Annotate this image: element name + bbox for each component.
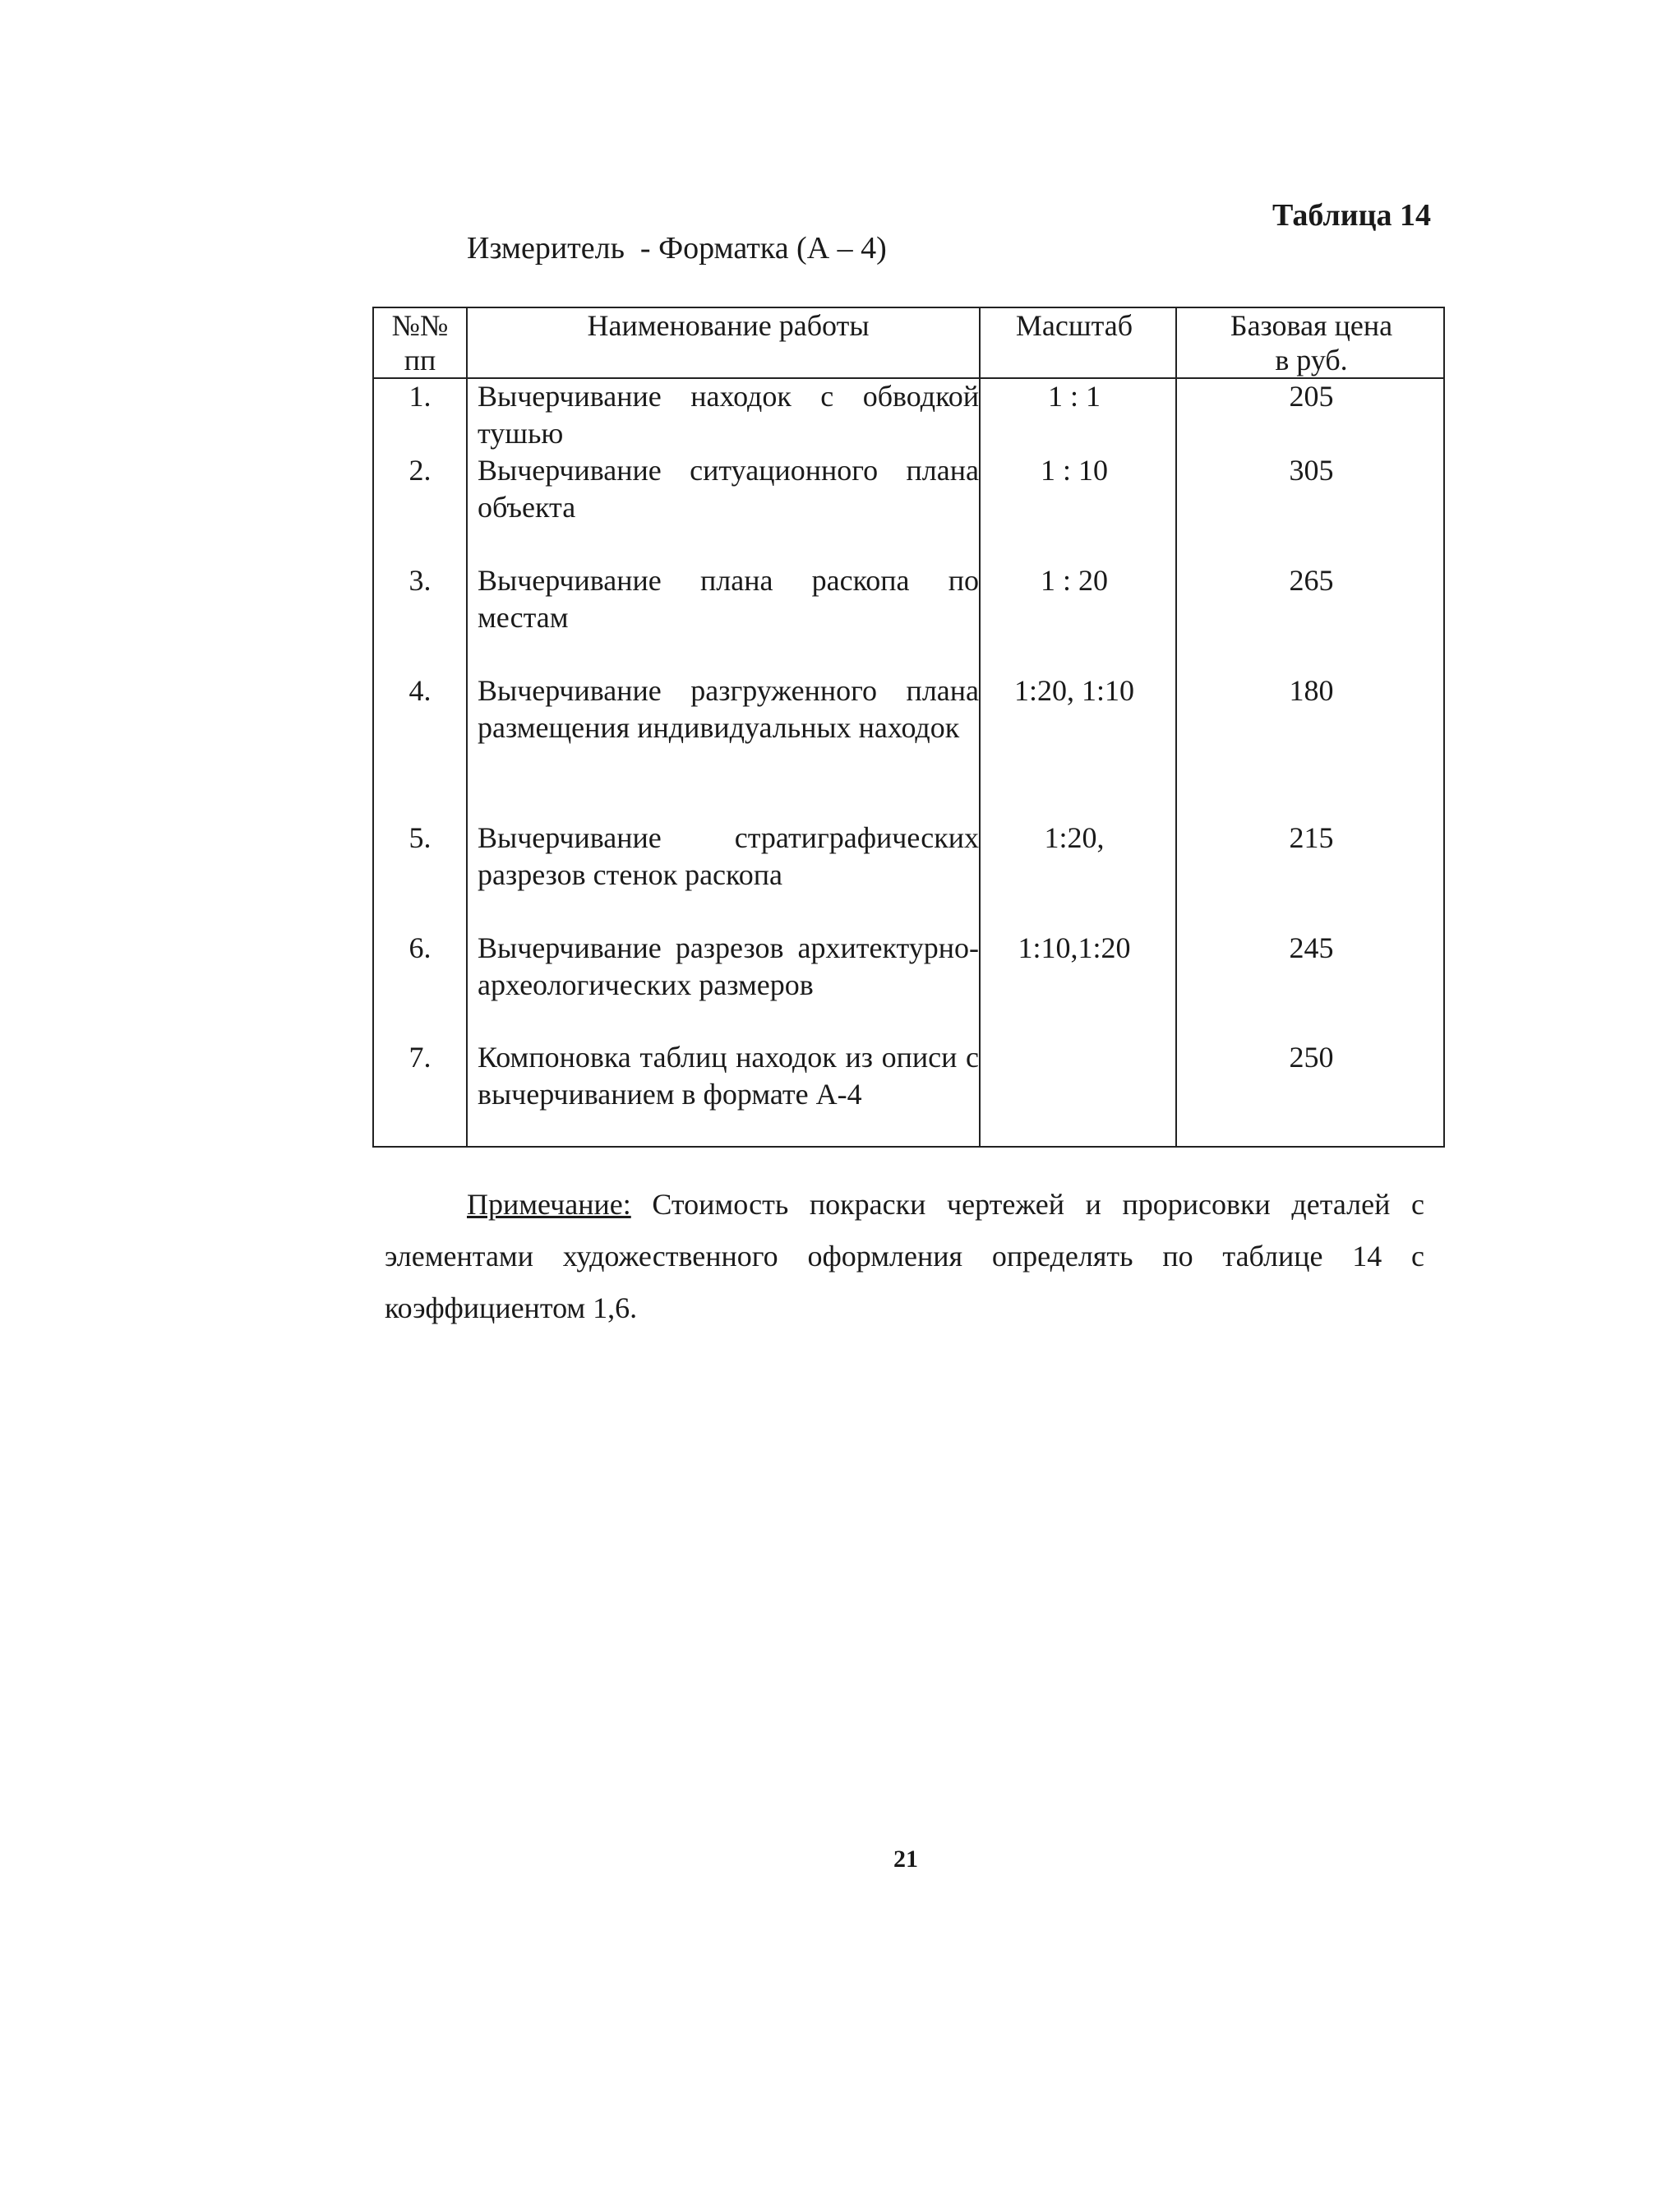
row-7-price: 250 <box>1289 1041 1334 1074</box>
column-divider <box>1175 308 1177 1146</box>
row-5-num: 5. <box>408 821 432 854</box>
row-3-price: 265 <box>1289 564 1334 597</box>
row-2-name: Вычерчивание ситуационного плана объекта <box>478 454 979 524</box>
row-6-num: 6. <box>408 931 432 964</box>
row-3-num: 3. <box>408 564 432 597</box>
pricing-table <box>372 307 1445 1148</box>
row-1-scale: 1 : 1 <box>1047 380 1101 413</box>
header-num-line1: №№ <box>391 309 449 342</box>
page-number: 21 <box>893 1845 918 1873</box>
row-3-name: Вычерчивание плана раскопа по местам <box>478 564 979 634</box>
row-5-scale: 1:20, <box>1044 821 1105 854</box>
row-1-name: Вычерчивание находок с обводкой тушью <box>478 380 979 450</box>
row-2-scale: 1 : 10 <box>1040 454 1108 487</box>
row-4-name: Вычерчивание разгруженного плана размещения индивидуальных находок <box>478 674 979 744</box>
header-price-line1: Базовая цена <box>1230 309 1393 342</box>
row-4-price: 180 <box>1289 674 1334 707</box>
row-2-price: 305 <box>1289 454 1334 487</box>
row-5-price: 215 <box>1289 821 1334 854</box>
header-num-line2: пп <box>404 344 436 376</box>
table-title: Таблица 14 <box>1272 198 1432 233</box>
row-7-num: 7. <box>408 1041 432 1074</box>
row-6-name: Вычерчивание разрезов архитектурно-археологических размеров <box>478 931 979 1001</box>
row-2-num: 2. <box>408 454 432 487</box>
header-num <box>374 308 466 377</box>
header-price <box>1178 308 1445 377</box>
row-6-scale: 1:10,1:20 <box>1018 931 1131 964</box>
row-1-price: 205 <box>1289 380 1334 413</box>
column-divider <box>979 308 981 1146</box>
note-text: Стоимость покраски чертежей и прорисовки деталей с элементами художественного оформления определять по таблице 14 с коэффициентом 1,6. <box>385 1188 1424 1324</box>
column-divider <box>466 308 468 1146</box>
note-label: Примечание: <box>467 1188 631 1221</box>
header-scale: Масштаб <box>1015 309 1133 342</box>
row-4-scale: 1:20, 1:10 <box>1013 674 1134 707</box>
header-name: Наименование работы <box>587 309 870 342</box>
row-6-price: 245 <box>1289 931 1334 964</box>
row-5-name: Вычерчивание стратиграфических разрезов стенок раскопа <box>478 821 979 891</box>
unit-line: Измеритель - Форматка (А – 4) <box>467 231 887 266</box>
row-4-num: 4. <box>408 674 432 707</box>
row-3-scale: 1 : 20 <box>1040 564 1108 597</box>
row-7-name: Компоновка таблиц находок из описи с вычерчиванием в формате А-4 <box>478 1041 979 1111</box>
header-price-line2: в руб. <box>1275 344 1348 376</box>
row-1-num: 1. <box>408 380 432 413</box>
note <box>385 1179 1424 1334</box>
